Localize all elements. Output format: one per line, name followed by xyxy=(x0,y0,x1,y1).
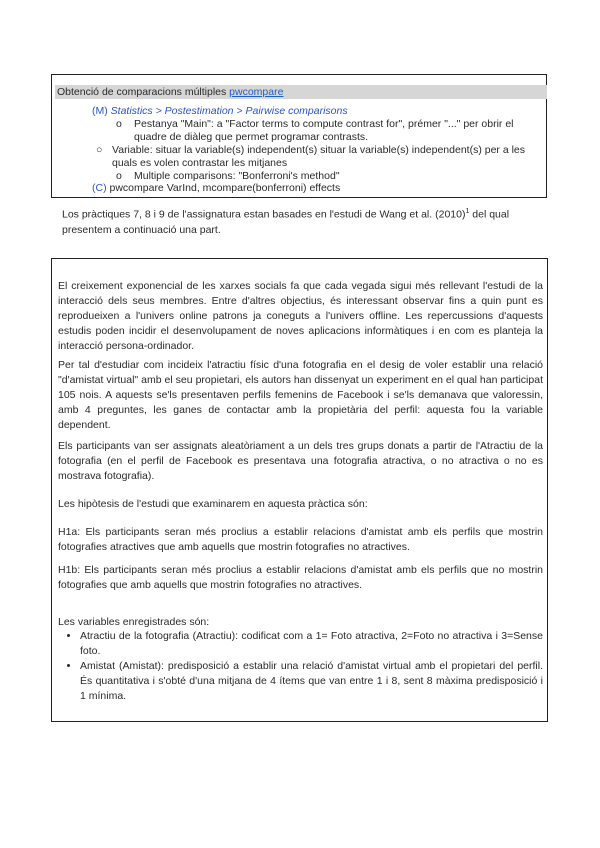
bullet1-line1: Pestanya "Main": a "Factor terms to compute contrast for", prémer "..." per obrir el xyxy=(134,118,514,130)
paragraph-2: Per tal d'estudiar com incideix l'atractiu físic d'una fotografia en el desig de voler establir una relació "d'amistat virtual" amb el seu propietari, els autors han dissenyat un experiment en el qual han participat 105 nois. A aquests se'ls presentaven perfils femenins de Facebook i se'ls demanava que valoressin, amb 4 preguntes, les ganes de contactar amb la propietària del perfil: aquesta fou la variable dependent. xyxy=(58,359,543,431)
stata-instructions-box xyxy=(51,74,547,198)
variables-title: Les variables enregistrades són: xyxy=(58,616,210,628)
menu-path-line: (M) Statistics > Postestimation > Pairwise comparisons xyxy=(92,105,348,117)
hypothesis-h1a: H1a: Els participants seran més proclius a establir relacions d'amistat amb els perfils que mostrin fotografies atractives que amb aquells que mostrin fotografies no atractives. xyxy=(58,526,543,553)
pwcompare-link[interactable]: pwcompare xyxy=(229,86,284,98)
bullet-marker: ○ xyxy=(96,144,103,156)
heading-text: Obtenció de comparacions múltiples xyxy=(57,86,230,98)
menu-path: Statistics > Postestimation > Pairwise comparisons xyxy=(110,105,348,117)
bullet-marker: o xyxy=(116,170,122,182)
command-line: (C) pwcompare VarInd, mcompare(bonferroni) effects xyxy=(92,182,341,194)
paragraph-4: Les hipòtesis de l'estudi que examinarem en aquesta pràctica són: xyxy=(58,498,368,510)
paragraph-1: El creixement exponencial de les xarxes socials fa que cada vegada sigui més rellevant l'estudi de la interacció dels seus membres. Entre d'altres objectius, és interessant observar fins a quin punt es reprodueixen a l'univers online patrons ja coneguts a l'univers offline. Les repercussions d'aquests estudis poden incidir el desenvolupament de noves aplicacions informàtiques i en com es planteja la interacció persona-ordinador. xyxy=(58,280,543,352)
command-text: pwcompare VarInd, mcompare(bonferroni) effects xyxy=(109,182,341,194)
paragraph-3: Els participants van ser assignats aleatòriament a un dels tres grups donats a partir de l'Atractiu de la fotografia (en el perfil de Facebook es presentava una fotografia atractiva, o no atractiva o no es mostrava fotografia). xyxy=(58,440,543,482)
variable-atractiu: • Atractiu de la fotografia (Atractiu): codificat com a 1= Foto atractiva, 2=Foto no atractiva i 3=Sense foto. xyxy=(80,629,543,659)
bullet-marker: o xyxy=(116,118,122,130)
variables-list xyxy=(58,629,543,704)
footnote-marker: 1 xyxy=(465,208,470,215)
hypothesis-h1b: H1b: Els participants seran més proclius a establir relacions d'amistat amb els perfils que no mostrin fotografies que amb aquells que mostrin fotografies no atractives. xyxy=(58,564,543,591)
variable-amistat: • Amistat (Amistat): predisposició a establir una relació d'amistat virtual amb el propietari del perfil. És quantitativa i s'obté d'una mitjana de 4 ítems que van entre 1 i 8, sent 8 màxima predisposició i 1 mínima. xyxy=(80,659,543,704)
section-heading xyxy=(55,85,547,99)
intro-paragraph: Los pràctiques 7, 8 i 9 de l'assignatura estan basades en l'estudi de Wang et al. $(2010)^1$ del qual presentem a continuació una part. xyxy=(62,208,510,236)
bullet2-line2: quals es volen contrastar les mitjanes xyxy=(112,157,288,169)
bullet3-text: Multiple comparisons: "Bonferroni's method" xyxy=(134,170,340,182)
bullet2-line1: Variable: situar la variable(s) independent(s) situar la variable(s) independent(s) per a les xyxy=(112,144,526,156)
bullet1-line2: quadre de diàleg que permet programar contrasts. xyxy=(134,131,369,143)
study-description-box xyxy=(51,258,548,722)
